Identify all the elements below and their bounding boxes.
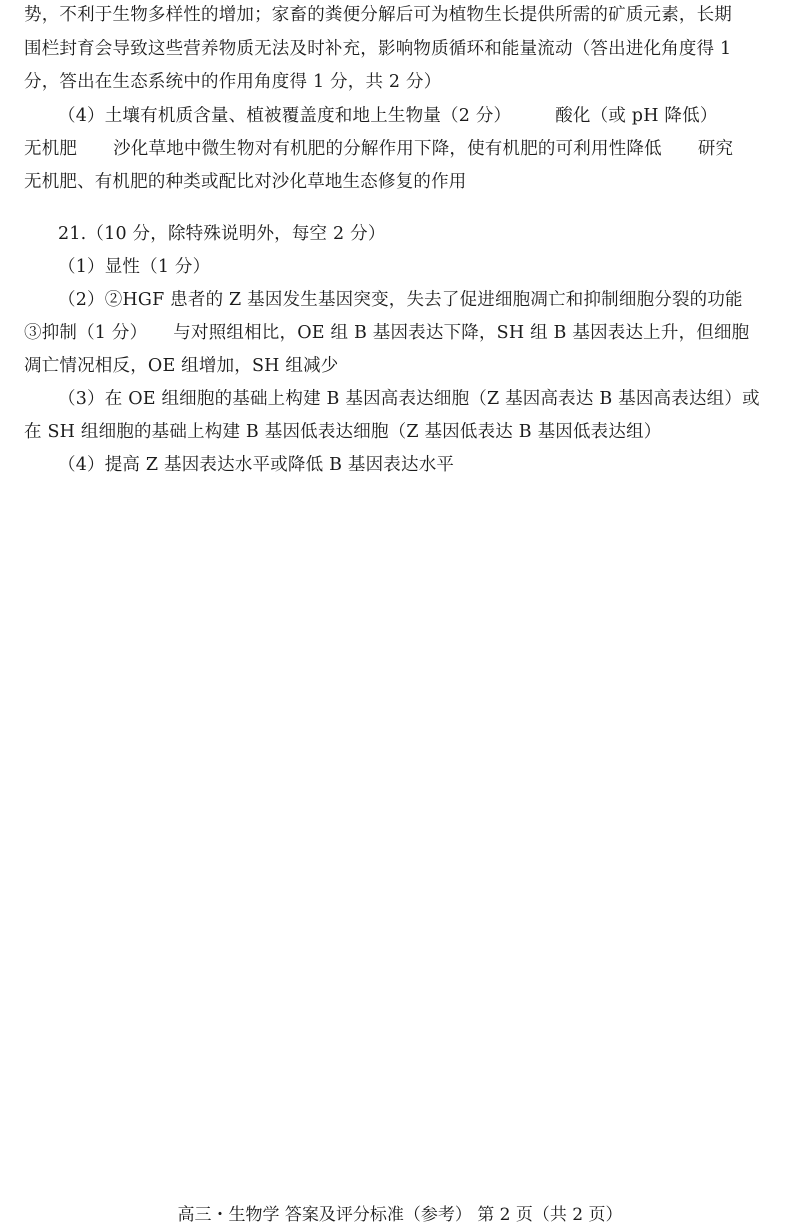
text-line-2: 围栏封育会导致这些营养物质无法及时补充，影响物质循环和能量流动（答出进化角度得 1 [24,39,732,59]
q4-answer-5: 研究 [697,139,734,159]
q4-answer-1: （4）土壤有机质含量、植被覆盖度和地上生物量（2 分） [58,106,512,126]
q21-part-3-line-2: 在 SH 组细胞的基础上构建 B 基因低表达细胞（Z 基因低表达 B 基因低表达组） [24,422,662,442]
q21-part-1: （1）显性（1 分） [58,257,211,277]
q21-part-4: （4）提高 Z 基因表达水平或降低 B 基因表达水平 [58,455,455,475]
q21-part-2-line-2 [24,321,776,345]
q21-answer-3: ③抑制（1 分） [24,323,148,343]
page-footer: 高三・生物学 答案及评分标准（参考） 第 2 页（共 2 页） [177,1205,623,1225]
q4-answer-3: 无机肥 [24,139,78,159]
text-line-3: 分，答出在生态系统中的作用角度得 1 分，共 2 分） [24,72,442,92]
q21-part-3-line-1: （3）在 OE 组细胞的基础上构建 B 基因高表达细胞（Z 基因高表达 B 基因高表达组）或 [58,389,760,409]
q4-answer-4: 沙化草地中微生物对有机肥的分解作用下降，使有机肥的可利用性降低 [113,139,662,159]
q4-answer-2: 酸化（或 pH 降低） [555,106,718,126]
text-line-1: 势，不利于生物多样性的增加；家畜的粪便分解后可为植物生长提供所需的矿质元素，长期 [24,5,732,25]
q21-part-2-line-3: 凋亡情况相反，OE 组增加，SH 组减少 [24,356,339,376]
q21-part-2-line-1: （2）②HGF 患者的 Z 基因发生基因突变，失去了促进细胞凋亡和抑制细胞分裂的功能 [58,290,743,310]
q4-line-1 [58,104,776,128]
q4-line-3: 无机肥、有机肥的种类或配比对沙化草地生态修复的作用 [24,172,467,192]
q21-answer-4: 与对照组相比，OE 组 B 基因表达下降，SH 组 B 基因表达上升，但细胞 [173,323,750,343]
q21-heading: 21.（10 分，除特殊说明外，每空 2 分） [58,224,386,244]
q4-line-2 [24,137,776,161]
